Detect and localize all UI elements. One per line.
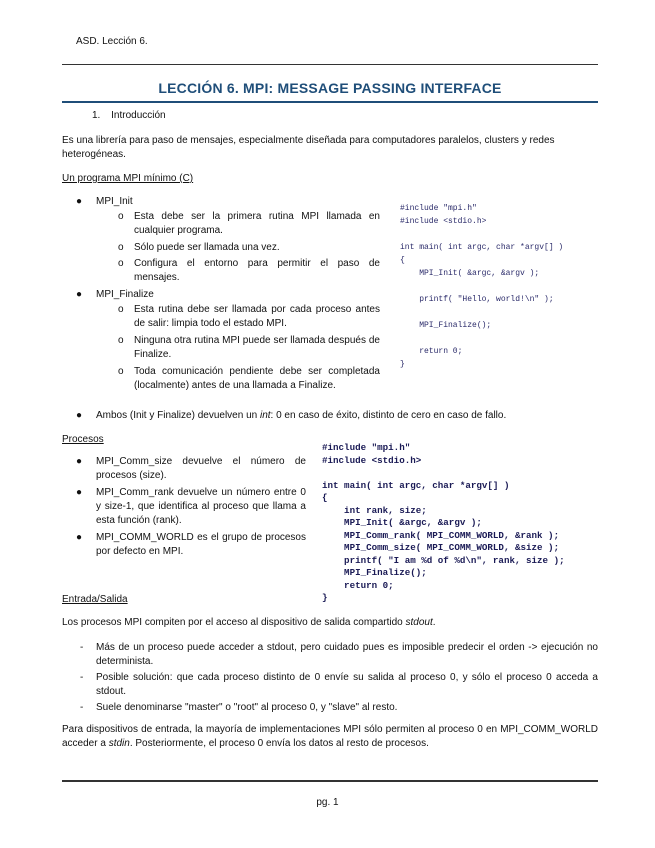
bullet-icon: ●: [76, 487, 83, 498]
bullet-icon: ●: [76, 410, 83, 421]
circle-bullet-icon: o: [118, 304, 124, 315]
circle-bullet-icon: o: [118, 242, 124, 253]
list-item: Más de un proceso puede acceder a stdout, pero cuidado pues es imposible predecir el orden -> ejecución no determinista.: [96, 642, 598, 667]
code-snippet-procesos: #include "mpi.h" #include <stdio.h> int main( int argc, char *argv[] ) { int rank, size; MPI_Init( &argc, &argv ); MPI_Comm_rank( MPI_COMM_WORLD, &rank ); MPI_Comm_size( MPI_COMM_WORLD, &size ); printf( "I am %d of %d\n", rank, size ); MPI_Finalize(); return 0; }: [322, 442, 565, 603]
list-item: MPI_Comm_size devuelve el número de procesos (size).: [96, 456, 306, 481]
bullet-icon: ●: [76, 456, 83, 467]
title-underline: [62, 101, 598, 103]
dash-bullet-icon: -: [80, 672, 84, 683]
header-divider: [62, 64, 598, 65]
intro-paragraph: Es una librería para paso de mensajes, especialmente diseñada para computadores paralelos, clusters y redes heterogéneas.: [62, 135, 555, 160]
section-number: 1.: [92, 110, 101, 121]
list-item: Sólo puede ser llamada una vez.: [134, 242, 280, 253]
page-number: pg. 1: [316, 797, 339, 808]
list-item: Ninguna otra rutina MPI puede ser llamada después de Finalize.: [134, 335, 380, 360]
code-snippet-minimal: #include "mpi.h" #include <stdio.h> int main( int argc, char *argv[] ) { MPI_Init( &argc, &argv ); printf( "Hello, world!\n" ); MPI_Finalize(); return 0; }: [400, 204, 564, 369]
list-item: Configura el entorno para permitir el paso de mensajes.: [134, 258, 380, 283]
subheading-io: Entrada/Salida: [62, 594, 128, 605]
page-title: LECCIÓN 6. MPI: MESSAGE PASSING INTERFACE: [158, 80, 502, 96]
list-item: Suele denominarse "master" o "root" al proceso 0, y "slave" al resto.: [96, 702, 398, 713]
dash-bullet-icon: -: [80, 702, 84, 713]
io-final-paragraph: Para dispositivos de entrada, la mayoría de implementaciones MPI sólo permiten al proceso 0 en MPI_COMM_WORLD acceder a stdin. Posteriormente, el proceso 0 envía los datos al resto de procesos.: [62, 724, 598, 749]
init-label: MPI_Init: [96, 196, 133, 207]
bullet-icon: ●: [76, 289, 83, 300]
list-item: Toda comunicación pendiente debe ser completada (localmente) antes de una llamada a Finalize.: [134, 366, 380, 391]
list-item: MPI_COMM_WORLD es el grupo de procesos por defecto en MPI.: [96, 532, 306, 557]
dash-bullet-icon: -: [80, 642, 84, 653]
bullet-icon: ●: [76, 196, 83, 207]
io-intro: Los procesos MPI compiten por el acceso al dispositivo de salida compartido stdout.: [62, 617, 436, 628]
bullet-icon: ●: [76, 532, 83, 543]
circle-bullet-icon: o: [118, 258, 124, 269]
list-item: MPI_Comm_rank devuelve un número entre 0 y size-1, que identifica al proceso que llama a esta función (rank).: [96, 487, 306, 526]
circle-bullet-icon: o: [118, 366, 124, 377]
subheading-minimal: Un programa MPI mínimo (C): [62, 173, 194, 184]
footer-divider: [62, 780, 598, 782]
section-heading: [92, 110, 166, 121]
both-return-note: Ambos (Init y Finalize) devuelven un int: 0 en caso de éxito, distinto de cero en caso de fallo.: [96, 410, 507, 421]
document-header: ASD. Lección 6.: [76, 36, 148, 47]
section-label: Introducción: [111, 110, 166, 121]
list-item: Esta debe ser la primera rutina MPI llamada en cualquier programa.: [134, 211, 380, 236]
subheading-procesos: Procesos: [62, 434, 104, 445]
finalize-label: MPI_Finalize: [96, 289, 154, 300]
list-item: Posible solución: que cada proceso distinto de 0 envíe su salida al proceso 0, y sólo el proceso 0 acceda a stdout.: [96, 672, 598, 697]
circle-bullet-icon: o: [118, 211, 124, 222]
circle-bullet-icon: o: [118, 335, 124, 346]
list-item: Esta rutina debe ser llamada por cada proceso antes de salir: limpia todo el estado MPI.: [134, 304, 380, 329]
